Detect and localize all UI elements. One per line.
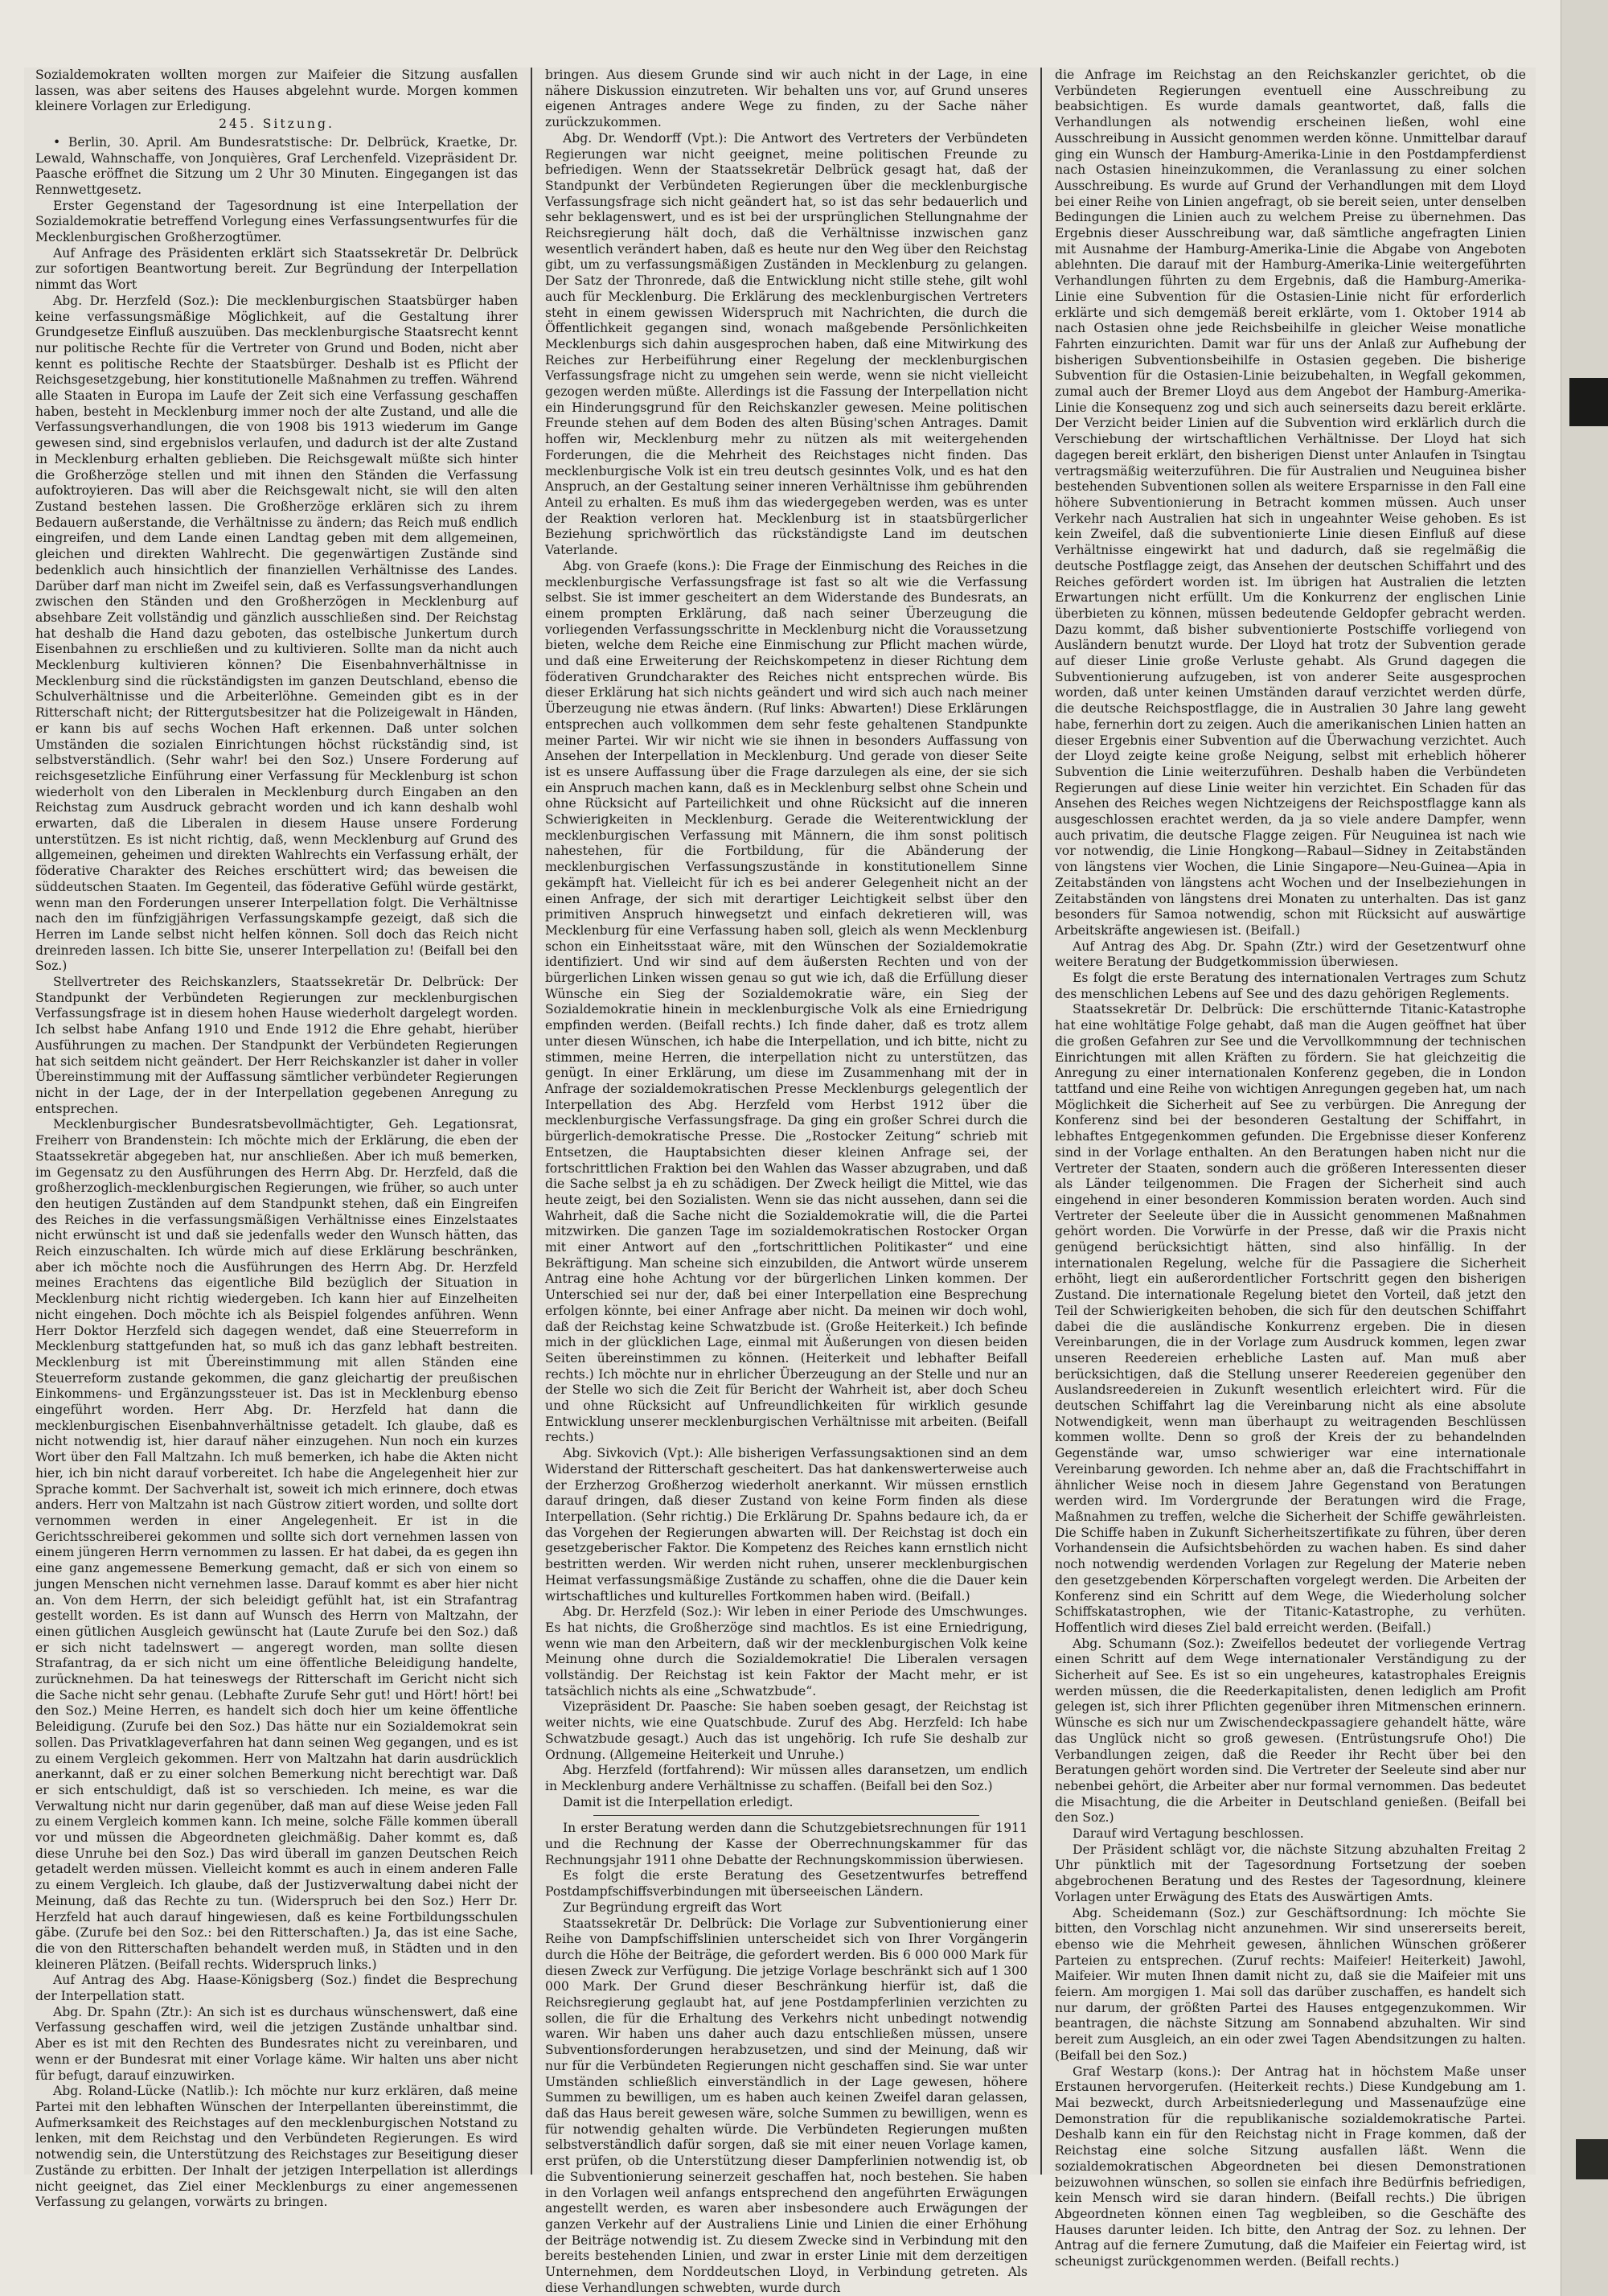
session-heading: 245. Sitzung. [219,117,334,132]
column-rule-2 [1040,68,1042,2175]
speech-scheidemann: Abg. Scheidemann (Soz.) zur Geschäftsordnung: Ich möchte Sie bitten, den Vorschlag nicht anzunehmen. Wir sind unsererseits bereit, ebenso wie die Mehrheit gewesen, ähnlichen Wünschen größerer Parteien zu entsprechen. (Zuruf rechts: Maifeier! Heiterkeit) Jawohl, Maifeier. Wir muten Ihnen damit nicht zu, daß sie die Maifeier mit uns feiern. Am morgigen 1. Mai soll das darüber zuschaffen, es handelt sich nur darum, der größten Partei des Hauses entgegenzukommen. Wir beantragen, die nächste Sitzung am Sonnabend abzuhalten. Wir sind bereit zum Ausgleich, an ein oder zwei Tagen Abendsitzungen zu halten. (Beifall bei den Soz.) [1055,1905,1526,2063]
speech-herzfeld-3: Abg. Herzfeld (fortfahrend): Wir müssen alles daransetzen, um endlich in Mecklenburg andere Verhältnisse zu schaffen. (Beifall bei den Soz.) [545,1763,1028,1793]
president-request: Auf Anfrage des Präsidenten erklärt sich Staatssekretär Dr. Delbrück zur sofortigen Beantwortung bereit. Zur Begründung der Interpellation nimmt das Wort [35,245,518,293]
speech-wendorff: Abg. Dr. Wendorff (Vpt.): Die Antwort des Vertreters der Verbündeten Regierungen war nicht geeignet, meine politischen Freunde zu befriedigen. Wenn der Staatssekretär Delbrück gesagt hat, daß der Standpunkt der Verbündeten Regierungen über die mecklenburgische Verfassungsfrage sich nicht geändert hat, so ist das sehr bedauerlich und sehr beklagenswert, und es ist bei der ursprünglichen Stellungnahme der Reichsregierung hält doch, daß die Verhältnisse inzwischen ganz wesentlich verändert haben, daß es heute nur den Weg über den Reichstag gibt, um zu verfassungsmäßigen Zuständen in Mecklenburg zu gelangen. Der Satz der Thronrede, daß die Entwicklung nicht stille stehe, gilt wohl auch für Mecklenburg. Die Erklärung des mecklenburgischen Vertreters steht in einem gewissen Widerspruch mit Nachrichten, die durch die Öffentlichkeit gegangen sind, wonach maßgebende Persönlichkeiten Mecklenburgs sich dahin ausgesprochen haben, daß eine Mitwirkung des Reiches zur Herbeiführung einer Regelung der mecklenburgischen Verfassungsfrage nicht zu umgehen sein werde, wenn sie nicht vielleicht gezogen werden müßte. Allerdings ist die Fassung der Interpellation nicht ein Hinderungsgrund für den Reichskanzler gewesen. Meine politischen Freunde stehen auf dem Boden des alten Büsing'schen Antrages. Damit hoffen wir, Mecklenburg mehr zu nützen als mit weitergehenden Forderungen, die die Mehrheit des Reichstages nicht finden. Das mecklenburgische Volk ist ein treu deutsch gesinntes Volk, und es hat den Anspruch, an der Gestaltung seiner inneren Verhältnisse ihm gebührenden Anteil zu erhalten. Es muß ihm das wiedergegeben werden, was es unter der Reaktion verloren hat. Mecklenburg ist in staatsbürgerlicher Beziehung sprichwörtlich das rückständigste Land im deutschen Vaterlande. [545,130,1028,558]
section-divider [593,1815,979,1816]
session-opening: • Berlin, 30. April. Am Bundesratstische: Dr. Delbrück, Kraetke, Dr. Lewald, Wahnschaffe, von Jonquières, Graf Lerchenfeld. Vizepräsident Dr. Paasche eröffnet die Sitzung um 2 Uhr 30 Minuten. Eingegangen ist das Rennwettgesetz. [35,134,518,197]
scan-binding-mark [1576,2139,1608,2179]
speech-delbrueck-postdampfer: Staatssekretär Dr. Delbrück: Die Vorlage zur Subventionierung einer Reihe von Dampfschiffslinien unterscheidet sich von Ihrer Vorgängerin durch die Höhe der Beiträge, die gefordert werden. Bis 6 000 000 Mark für diesen Zweck zur Verfügung. Die jetzige Vorlage beschränkt sich auf 1 300 000 Mark. Der Grund dieser Beschränkung hierfür ist, daß die Reichsregierung geglaubt hat, auf jene Postdampferlinien verzichten zu sollen, die für die Erhaltung des Verkehrs nicht unbedingt notwendig waren. Wir haben uns daher auch dazu entschließen müssen, unsere Subventionsforderungen herabzusetzen, und sind der Meinung, daß wir nur für die Verbündeten Regierungen nicht geschaffen sind. Sie war unter Umständen schließlich einverständlich in der Lage gewesen, höhere Summen zu bewilligen, um es haben auch keinen Zweifel daran gelassen, daß das Haus bereit gewesen wäre, solche Summen zu bewilligen, wenn es für notwendig gehalten würde. Die Verbündeten Regierungen mußten selbstverständlich dafür sorgen, daß sie mit einer neuen Vorlage kamen, erst prüfen, ob die Unterstützung dieser Dampferlinien notwendig ist, ob die Subventionierung seinerzeit geschaffen hat, noch bestehen. Sie haben in den Vorlagen weil anfangs entsprechend den angeführten Erwägungen angestellt werden, es waren aber insbesondere auch Erwägungen der ganzen Verkehr auf der Australiens Linie und Linien die einer Erhöhung der Beiträge notwendig ist. Zu diesem Zwecke sind in Verbindung mit den bereits bestehenden Linien, und zwar in erster Linie mit dem derzeitigen Unternehmen, dem Norddeutschen Lloyd, in Verbindung getreten. Als diese Verhandlungen schwebten, wurde durch [545,1916,1028,2295]
president-proposal: Der Präsident schlägt vor, die nächste Sitzung abzuhalten Freitag 2 Uhr pünktlich mit der Tagesordnung Fortsetzung der soeben abgebrochenen Beratung und des Restes der Tagesordnung, kleinere Vorlagen unter Erwägung des Etats des Auswärtigen Amts. [1055,1842,1526,1904]
interpellation-closed: Damit ist die Interpellation erledigt. [563,1794,794,1809]
first-reading-postdampfer: Es folgt die erste Beratung des Gesetzentwurfes betreffend Postdampfschiffsverbindungen mit überseeischen Ländern. [545,1868,1028,1900]
speech-westarp: Graf Westarp (kons.): Der Antrag hat in höchstem Maße unser Erstaunen hervorgerufen. (Heiterkeit rechts.) Diese Kundgebung am 1. Mai bezweckt, durch Arbeitsniederlegung und Massenaufzüge eine Demonstration für die republikanische sozialdemokratische Partei. Deshalb kann ein für den Reichstag nicht in Frage kommen, daß der Reichstag eine solche Sitzung ausfallen läßt. Wenn die sozialdemokratischen Abgeordneten bei diesen Demonstrationen beizuwohnen wünschen, so sollen sie einfach ihre Bedürfnis befriedigen, kein Mensch wird sie daran hindern. (Beifall rechts.) Die übrigen Abgeordneten können einen Tag wegbleiben, so die Geschäfte des Hauses darunter leiden. Ich bitte, den Antrag der Soz. zu lehnen. Der Antrag auf die fernere Zumutung, daß die Maifeier ein Feiertag wird, ist scheunigst zurückgenommen werden. (Beifall rechts.) [1055,2064,1526,2269]
speech-schumann: Abg. Schumann (Soz.): Zweifellos bedeutet der vorliegende Vertrag einen Schritt auf dem Wege internationaler Verständigung zu der Sicherheit auf See. Es ist so ein ungeheures, katastrophales Ereignis werden müssen, die die Reederkapitalisten, denen lediglich am Profit gelegen ist, sich ihrer Pflichten gegenüber ihren Mitmenschen erinnern. Wünsche es sich nur um Zwischendeckpassagiere gehandelt hätte, wäre das Unglück nicht so groß gewesen. (Entrüstungsrufe Oho!) Die Verbandlungen zeigen, daß die Reeder ihr Recht über bei den Beratungen gehört worden sind. Die Vertreter der Seeleute sind aber nur nebenbei gehört, die Arbeiter aber nur formal vernommen. Das bedeutet die Misachtung, die die Arbeiter in Deutschland genießen. (Beifall bei den Soz.) [1055,1636,1526,1826]
column-rule-1 [531,68,532,2175]
speech-herzfeld-2: Abg. Dr. Herzfeld (Soz.): Wir leben in einer Periode des Umschwunges. Es hat nichts, die Großherzöge sind machtlos. Es ist eine Erniedrigung, wenn wie man den Arbeitern, daß wir der mecklenburgischen Volk keine Meinung ohne durch die Sozialdemokratie! Die Liberalen versagen vollständig. Der Reichstag ist kein Faktor der Macht mehr, er ist tatsächlich nichts als eine „Schwatzbude“. [545,1604,1028,1698]
session-note: Sozialdemokraten wollten morgen zur Maifeier die Sitzung ausfallen lassen, was aber seitens des Hauses abgelehnt wurde. Morgen kommen kleinere Vorlagen zur Erledigung. [35,68,518,114]
speech-spahn: Abg. Dr. Spahn (Ztr.): An sich ist es durchaus wünschenswert, daß eine Verfassung geschaffen wird, weil die jetzigen Zustände unhaltbar sind. Aber es ist mit den Rechten des Bundesrates nicht zu vereinbaren, und wenn er der Bundesrat mit einer Vorlage käme. Wir halten uns aber nicht für befugt, darauf einzuwirken. [35,2004,518,2083]
speech-brandenstein: Mecklenburgischer Bundesratsbevollmächtigter, Geh. Legationsrat, Freiherr von Brandenstein: Ich möchte mich der Erklärung, die eben der Staatssekretär abgegeben hat, nur anschließen. Aber ich muß bemerken, im Gegensatz zu den Ausführungen des Herrn Abg. Dr. Herzfeld, daß die großherzoglich-mecklenburgischen Regierungen, wie früher, so auch unter den heutigen Zuständen auf dem Standpunkt stehen, daß ein Eingreifen des Reiches in die verfassungsmäßigen Verhältnisse eines Einzelstaates nicht erwünscht ist und daß sie jedenfalls weder den Wunsch hätten, das Reich einzuschalten. Ich würde mich auf diese Erklärung beschränken, aber ich möchte noch die Ausführungen des Herrn Abg. Dr. Herzfeld meines Erachtens das eigentliche Bild bezüglich der Situation in Mecklenburg nicht richtig wiedergeben. Ich kann hier auf Einzelheiten nicht eingehen. Doch möchte ich als Beispiel folgendes anführen. Wenn Herr Doktor Herzfeld sich dagegen wendet, daß eine Steuerreform in Mecklenburg stattgefunden hat, so muß ich das ganz lebhaft bestreiten. Mecklenburg ist mit Übereinstimmung mit allen Ständen eine Steuerreform zustande gekommen, die ganz gleichartig der preußischen Einkommens- und Ergänzungssteuer ist. Das ist in Mecklenburg ebenso eingeführt worden. Herr Abg. Dr. Herzfeld hat dann die mecklenburgischen Eisenbahnverhältnisse getadelt. Ich glaube, daß es nicht notwendig ist, hier darauf näher einzugehen. Nun noch ein kurzes Wort über den Fall Maltzahn. Ich muß bemerken, ich habe die Akten nicht hier, ich bin nicht darauf vorbereitet. Ich habe die Angelegenheit hier zur Sprache kommt. Der Sachverhalt ist, soweit ich mich erinnere, doch etwas anders. Herr von Maltzahn ist nach Güstrow zitiert worden, und sollte dort vernommen werden in einer Angelegenheit. Er ist in die Gerichtsschreiberei gekommen und sollte sich dort vernehmen lassen von einem jüngeren Herrn vernommen zu lassen. Er hat dabei, da es gegen ihn eine ganz angemessene Bemerkung gemacht, daß er sich von einem so jungen Menschen nicht vernehmen lasse. Darauf kommt es aber hier nicht an. Von dem Herrn, der sich beleidigt gefühlt hat, ist ein Strafantrag gestellt worden. Es ist dann auf Wunsch des Herrn von Maltzahn, der einen gütlichen Ausgleich gewünscht hat (Laute Zurufe bei den Soz.) daß er sich nicht tadelnswert — angeregt worden, man sollte diesen Strafantrag, da er sich nicht um eine öffentliche Beleidigung handelte, zurücknehmen. Da hat teineswegs der Ritterschaft im Gericht nicht sich die Sache nicht sehr genau. (Lebhafte Zurufe Sehr gut! und Hört! hört! bei den Soz.) Meine Herren, es handelt sich doch hier um keine öffentliche Beleidigung. (Zurufe bei den Soz.) Das hätte nur ein Sozialdemokrat sein sollen. Das Privatklageverfahren hat dann seinen Weg gegangen, und es ist zu einem Vergleich gekommen. Herr von Maltzahn hat darin ausdrücklich anerkannt, daß er zu einer solchen Bemerkung nicht berechtigt war. Daß er sich entschuldigt, daß ist so verschieden. Ich meine, es war die Verwaltung nicht nur darin gegenüber, daß man auf diese Weise jeden Fall zu einem Vergleich kommen kann. Ich meine, solche Fälle kommen überall vor und müssen die Abgeordneten gleichmäßig. Daher kommt es, daß diese Unruhe bei den Soz.) Das wird überall im ganzen Deutschen Reich getadelt werden müssen. Vielleicht kommt es auch in einem anderen Falle zu einem Vergleich. Ich glaube, daß der Justizverwaltung dabei nicht der Meinung, daß das Rechte zu tun. (Widerspruch bei den Soz.) Herr Dr. Herzfeld hat auch darauf hingewiesen, daß es keine Fortbildungsschulen gäbe. (Zurufe bei den Soz.: bei den Ritterschaften.) Ja, das ist eine Sache, die von den Ritterschaften behandelt werden muß, in Städten und in den kleineren Plätzen. (Beifall rechts. Widerspruch links.) [35,1117,518,1972]
column-middle [545,68,1028,2295]
adjournment: Darauf wird Vertagung beschlossen. [1073,1826,1304,1842]
speech-herzfeld: Abg. Dr. Herzfeld (Soz.): Die mecklenburgischen Staatsbürger haben keine verfassungsmäßige Möglichkeit, auf die Gestaltung ihrer Grundgesetze Einfluß auszuüben. Das mecklenburgische Staatsrecht kennt nur politische Rechte für die Vertreter von Grund und Boden, nicht aber kennt es politische Rechte der Staatsbürger. Deshalb ist es Pflicht der Reichsgesetzgebung, hier konstitutionelle Maßnahmen zu treffen. Während alle Staaten in Europa im Laufe der Zeit sich eine Verfassung geschaffen haben, besteht in Mecklenburg immer noch der alte Zustand, und alle die Verfassungsverhandlungen, die von 1908 bis 1913 wiederum im Gange gewesen sind, sind ergebnislos verlaufen, und dadurch ist der alte Zustand in Mecklenburg erhalten geblieben. Die Reichsgewalt müßte sich hinter die Großherzöge stellen und mit ihnen den Ständen die Verfassung aufoktroyieren. Das will aber die Reichsgewalt nicht, sie will den alten Zustand bestehen lassen. Die Großherzöge erklären sich zu ihrem Bedauern außerstande, die Verhältnisse zu ändern; das Reich muß endlich eingreifen, und dem Lande einen Landtag geben mit dem allgemeinen, gleichen und direkten Wahlrecht. Die gegenwärtigen Zustände sind bedenklich auch hinsichtlich der finanziellen Verhältnisse des Landes. Darüber darf man nicht im Zweifel sein, daß es Verfassungsverhandlungen zwischen den Ständen und den Großherzögen in Mecklenburg auf absehbare Zeit vollständig und gänzlich ausschließen sind. Der Reichstag hat deshalb die Hand dazu geboten, das ostelbische Junkertum durch Eisenbahnen zu erschließen und zu kultivieren. Sollte man da nicht auch Mecklenburg kultivieren können? Die Eisenbahnverhältnisse in Mecklenburg sind die rückständigsten im ganzen Deutschland, ebenso die Schulverhältnisse und die Arbeiterlöhne. Gemeinden gibt es in der Ritterschaft nicht; der Rittergutsbesitzer hat die Polizeigewalt in Händen, er kann bis auf sechs Wochen Haft erkennen. Daß unter solchen Umständen die sozialen Einrichtungen höchst rückständig sind, ist selbstverständlich. (Sehr wahr! bei den Soz.) Unsere Forderung auf reichsgesetzliche Einführung einer Verfassung für Mecklenburg ist schon wiederholt von den Liberalen in Mecklenburg durch Eingaben an den Reichstag zum Ausdruck gebracht worden und ich kann deshalb wohl erwarten, daß die Liberalen in diesem Hause unsere Forderung unterstützen. Es ist nicht richtig, daß, wenn Mecklenburg auf Grund des allgemeinen, geheimen und direkten Wahlrechts ein Verfassung erhält, der föderative Charakter des Reiches erschüttert wird; das beweisen die süddeutschen Staaten. Im Gegenteil, das föderative Gefühl würde gestärkt, wenn man den Forderungen unserer Interpellation folgt. Die Verhältnisse nach den im fünfzigjährigen Verfassungskampfe gezeigt, daß sich die Herren im Lande selbst nicht helfen können. Soll doch das Reich nicht dreinreden lassen. Ich bitte Sie, unserer Interpellation zu! (Beifall bei den Soz.) [35,293,518,974]
speech-paasche: Vizepräsident Dr. Paasche: Sie haben soeben gesagt, der Reichstag ist weiter nichts, wie eine Quatschbude. Zuruf des Abg. Herzfeld: Ich habe Schwatzbude gesagt.) Auch das ist ungehörig. Ich rufe Sie deshalb zur Ordnung. (Allgemeine Heiterkeit und Unruhe.) [545,1699,1028,1762]
column-right [1055,68,1526,2269]
first-reading-sea-safety: Es folgt die erste Beratung des internationalen Vertrages zum Schutz des menschlichen Lebens auf See und des dazu gehörigen Reglements. [1055,971,1526,1001]
continuation-text-right: die Anfrage im Reichstag an den Reichskanzler gerichtet, ob die Verbündeten Regierungen eventuell eine Ausschreibung zu beabsichtigen. Es wurde damals geantwortet, daß, falls die Verhandlungen als notwendig erscheinen ließen, wohl eine Ausschreibung in Aussicht genommen werden könne. Unmittelbar darauf ging ein Wunsch der Hamburg-Amerika-Linie in den Postdampferdienst nach Ostasien hineinzukommen, die Veranlassung zu einer solchen Ausschreibung. Es wurde auf Grund der Verhandlungen mit dem Lloyd bei einer Reihe von Linien angefragt, ob sie bereit seien, unter denselben Bedingungen die Linien auch zu welchem Preise zu übernehmen. Das Ergebnis dieser Ausschreibung war, daß sämtliche angefragten Linien mit Ausnahme der Hamburg-Amerika-Linie die Abgabe von Angeboten ablehnten. Die darauf mit der Hamburg-Amerika-Linie weitergeführten Verhandlungen führten zu dem Ergebnis, daß die Hamburg-Amerika-Linie eine Subvention für die Ostasien-Linie nicht für erforderlich erklärte und sich demgemäß bereit erklärte, vom 1. Oktober 1914 ab nach Ostasien ohne jede Reichsbeihilfe in gleicher Weise monatliche Fahrten einzurichten. Damit war für uns der Anlaß zur Aufhebung der bisherigen Subventionsbeihilfe in Ostasien gegeben. Die bisherige Subvention für die Ostasien-Linie beizubehalten, in Wegfall gekommen, zumal auch der Bremer Lloyd aus dem Angebot der Hamburg-Amerika-Linie die Konsequenz zog und sich auch seinerseits dazu bereit erklärte. Der Verzicht beider Linien auf die Subvention wird erklärlich durch die Verschiebung der wirtschaftlichen Verhältnisse. Der Lloyd hat sich dagegen bereit erklärt, den bisherigen Dienst unter Anlaufen in Tsingtau vertragsmäßig weiterzuführen. Die für Australien und Neuguinea bisher bestehenden Subventionen sollen als weitere Ersparnisse in den Fall eine höhere Subventionierung in Betracht kommen müssen. Auch unser Verkehr nach Australien hat sich in ungeahnter Weise gehoben. Es ist kein Zweifel, daß die subventionierte Linie diesen Einfluß auf diese Verhältnisse eingewirkt hat und dadurch, daß sie regelmäßig die deutsche Postflagge zeigt, das Ansehen der deutschen Schiffahrt und des Reiches gefördert worden ist. Im übrigen hat Australien die letzten Erwartungen nicht erfüllt. Um die Konkurrenz der englischen Linie überbieten zu können, müssen bedeutende Geldopfer gebracht werden. Dazu kommt, daß bisher subventionierte Postschiffe vorliegend von Ausländern benutzt wurde. Der Lloyd hat trotz der Subvention gerade auf dieser Linie große Verluste gehabt. Als Grund dagegen die Subventionierung aufzugeben, ist von anderer Seite ausgesprochen worden, daß unter keinen Umständen darauf verzichtet werden dürfe, die deutsche Reichspostflagge, die in Australien 30 Jahre lang geweht habe, fernerhin dort zu zeigen. Auch die amerikanischen Linien hatten an dieser Ergebnis einer Subvention auf die Überwachung verzichtet. Auch der Lloyd zeigte keine große Neigung, selbst mit erheblich höherer Subvention die Linie weiterzuführen. Deshalb haben die Verbündeten Regierungen auf diese Linie weiter hin verzichtet. Ein Schaden für das Ansehen des Reiches wegen Nichtzeigens der Reichspostflagge kann als ausgeschlossen erachtet werden, da ja so viele andere Dampfer, wenn auch privatim, die deutsche Flagge zeigen. Für Neuguinea ist nach wie vor notwendig, die Linie Hongkong—Rabaul—Sidney in Zeitabständen von längstens vier Wochen, die Linie Singapore—Neu-Guinea—Apia in Zeitabständen von längstens acht Wochen und der Inselbeziehungen in Zeitabständen von längstens drei Monaten zu unterhalten. Das ist ganz besonders für Samoa notwendig, schon mit Rücksicht auf auswärtige Arbeitskräfte angewiesen ist. (Beifall.) [1055,68,1526,938]
agenda-interpellation: Erster Gegenstand der Tagesordnung ist eine Interpellation der Sozialdemokratie betreffend Vorlegung eines Verfassungsentwurfes für die Mecklenburgischen Großherzogtümer. [35,198,518,245]
motion-haase: Auf Antrag des Abg. Haase-Königsberg (Soz.) findet die Besprechung der Interpellation statt. [35,1973,518,2004]
speech-delbrueck: Stellvertreter des Reichskanzlers, Staatssekretär Dr. Delbrück: Der Standpunkt der Verbündeten Regierungen zur mecklenburgischen Verfassungsfrage ist in diesem hohen Hause wiederholt dargelegt worden. Ich selbst habe Anfang 1910 und Ende 1912 die Ehre gehabt, hierüber Ausführungen zu machen. Der Standpunkt der Verbündeten Regierungen hat sich seitdem nicht geändert. Der Herr Reichskanzler ist daher in voller Übereinstimmung mit der Auffassung sämtlicher verbündeter Regierungen nicht in der Lage, der in der Interpellation gegebenen Anregung zu entsprechen. [35,975,518,1116]
speech-roland-luecke: Abg. Roland-Lücke (Natlib.): Ich möchte nur kurz erklären, daß meine Partei mit den lebhaften Wünschen der Interpellanten übereinstimmt, die Aufmerksamkeit des Reichstages auf den mecklenburgischen Notstand zu lenken, mit dem Reichstag und den Verbündeten Regierungen. Es wird notwendig sein, die Unterstützung des Reichstages zur Beseitigung dieser Zustände zu erbitten. Der Inhalt der jetzigen Interpellation ist allerdings nicht geeignet, das Ziel einer Mecklenburgs zu einer angemessenen Verfassung zu gelangen, vorwärts zu bringen. [35,2084,518,2210]
scan-binding-mark [1569,378,1608,426]
continuation-text: bringen. Aus diesem Grunde sind wir auch nicht in der Lage, in eine nähere Diskussion einzutreten. Wir behalten uns vor, auf Grund unseres eigenen Antrages andere Wege zu finden, zu der Sache näher zurückzukommen. [545,68,1028,130]
scan-page-edge [1561,0,1608,2296]
justification-intro: Zur Begründung ergreift das Wort [563,1900,782,1915]
column-left [35,68,518,2210]
speech-delbrueck-titanic: Staatssekretär Dr. Delbrück: Die erschütternde Titanic-Katastrophe hat eine wohltätige Folge gehabt, daß man die Augen geöffnet hat über die großen Gefahren zur See und die Vervollkommnung der technischen Einrichtungen mit allen Kräften zu fördern. Sie hat gleichzeitig die Anregung zu einer internationalen Konferenz gegeben, die in London tattfand und eine Reihe von wichtigen Anregungen gegeben hat, um nach Möglichkeit die Sicherheit auf See zu verbürgen. Die Anregung der Konferenz sind bei der besonderen Gestaltung der Schiffahrt, in lebhaftes Entgegenkommen gefunden. Die Ergebnisse dieser Konferenz sind in der Vorlage enthalten. An den Beratungen haben nicht nur die Vertreter der Staaten, sondern auch die größeren Interessenten dieser als Länder teilgenommen. Die Fragen der Sicherheit sind auch eingehend in einer besonderen Kommission beraten worden. Auch sind Vertreter der Seeleute über die in Aussicht genommenen Maßnahmen gehört worden. Die Vorwürfe in der Presse, daß wir die Praxis nicht genügend berücksichtigt hätten, sind also hinfällig. In der internationalen Regelung, welche für die Passagiere die Sicherheit erhöht, liegt ein außerordentlicher Fortschritt gegen den bisherigen Zustand. Die internationale Regelung bietet den Vorteil, daß jetzt den Teil der Schwierigkeiten behoben, die sich für den deutschen Schiffahrt dabei die die ausländische Konkurrenz ergeben. Die in diesen Vereinbarungen, die in der Vorlage zum Ausdruck kommen, legen zwar unseren Reedereien erhebliche Lasten auf. Man muß aber berücksichtigen, daß die Stellung unserer Reedereien gegenüber den Auslandsreedereien in Zukunft wesentlich erleichtert wird. Für die deutschen Schiffahrt lag die Vereinbarung nicht als eine absolute Notwendigkeit, wenn man überhaupt zu weitragenden Beschlüssen kommen wollte. Denn so groß der Kreis der zu behandelnden Gegenstände war, umso schwieriger war eine internationale Vereinbarung geworden. Ich nehme aber an, daß die Frachtschiffahrt in ähnlicher Weise noch in diesem Jahre Gegenstand von Beratungen werden wird. Im Vordergrunde der Beratungen wird die Frage, Maßnahmen zu treffen, welche die Sicherheit der Schiffe gewährleisten. Die Schiffe haben in Zukunft Sicherheitszertifikate zu führen, über deren Vorhandensein die Aufsichtsbehörden zu wachen haben. Es sind daher noch notwendig werdenden Vorlagen zur Regelung der Materie neben den gesetzgebenden Körperschaften vorgelegt werden. Die Arbeiten der Konferenz sind ein Schritt auf dem Wege, die Wiederholung solcher Schiffskatastrophen, wie der Titanic-Katastrophe, zu verhüten. Hoffentlich wird dieses Ziel bald erreicht werden. (Beifall.) [1055,1002,1526,1635]
first-reading-accounts: In erster Beratung werden dann die Schutzgebietsrechnungen für 1911 und die Rechnung der Kasse der Oberrechnungskammer für das Rechnungsjahr 1911 ohne Debatte der Rechnungskommission überwiesen. [545,1821,1028,1867]
speech-graefe: Abg. von Graefe (kons.): Die Frage der Einmischung des Reiches in die mecklenburgische Verfassungsfrage ist fast so alt wie die Verfassung selbst. Sie ist immer gescheitert an dem Widerstande des Bundesrats, an einem prompten Erklärung, daß nach seiner Überzeugung die vorliegenden Verfassungsschritte in Mecklenburg nicht die Voraussetzung bieten, welche dem Reiche eine Einmischung zur Pflicht machen würde, und daß eine Erweiterung der Reichskompetenz in dieser Richtung dem föderativen Grundcharakter des Reiches nicht entsprechen würde. Bis dieser Erklärung hat sich nichts geändert und wird sich auch nach meiner Überzeugung nie etwas ändern. (Ruf links: Abwarten!) Diese Erklärungen entsprechen auch vollkommen dem sehr feste gehaltenen Standpunkte meiner Partei. Wir wir nicht wie sie ihnen in besonders Auffassung von Ansehen der Interpellation in Mecklenburg. Und gerade von dieser Seite ist es unsere Auffassung über die Frage darzulegen als eine, der sie sich ein Anspruch machen kann, daß es in Mecklenburg selbst ohne Schein und ohne Rücksicht auf Parteilichkeit und ohne Rücksicht auf die inneren Schwierigkeiten in Mecklenburg. Gerade die Weiterentwicklung der mecklenburgischen Verfassung mit Männern, die ihm sonst politisch nahestehen, für die Fortbildung, für die Abänderung der mecklenburgischen Verfassungszustände in konstitutionellem Sinne gekämpft hat. Vielleicht für ich es bei anderer Gelegenheit nicht an der einen Anfrage, der sich mit derartiger Leichtigkeit selbst über den primitiven Anspruch hinwegsetzt und einfach dekretieren will, was Mecklenburg für eine Verfassung haben soll, gleich als wenn Mecklenburg schon ein Einheitsstaat wäre, mit den Wünschen der Sozialdemokratie identifiziert. Und wir sind auf dem äußersten Rechten und von der bürgerlichen Linken wissen genau so gut wie ich, daß die Erfüllung dieser Wünsche ein Sieg der Sozialdemokratie wäre, ein Sieg der Sozialdemokratie hinein in mecklenburgische Volk als eine Erniedrigung empfinden werden. (Beifall rechts.) Ich finde daher, daß es trotz allem unter diesen Wünschen, ich habe die Interpellation, und ich bitte, nicht zu stimmen, meine Herren, die interpellation nicht zu unterstützen, das genügt. In einer Erklärung, um diese im Zusammenhang mit der in Anfrage der sozialdemokratischen Presse Mecklenburgs gelegentlich der Interpellation des Abg. Herzfeld vom Herbst 1912 über die mecklenburgische Verfassungsfrage. Da ging ein großer Schrei durch die bürgerlich-demokratische Presse. Die „Rostocker Zeitung“ schrieb mit Entsetzen, die Hauptabsichten dieser kleinen Anfrage sei, der fortschrittlichen Fraktion bei den Wahlen das Wasser abzugraben, und daß die Sache selbst ja eh zu schädigen. Der Zweck heiligt die Mittel, wie das heute zeigt, bei den Sozialisten. Wenn sie das nicht aussehen, dann sei die Wahrheit, daß die Sache nicht die Sozialdemokratie will, die die Partei mitzwirken. Die ganzen Tage im sozialdemokratischen Rostocker Organ mit einer Antwort auf den „fortschrittlichen Politikaster“ und eine Bekräftigung. Man scheine sich einzubilden, die Antwort würde unserem Antrag eine hohe Achtung vor der bürgerlichen Linken kommen. Der Unterschied sei nur der, daß bei einer Interpellation eine Besprechung erfolgen könnte, bei einer Anfrage aber nicht. Da meinen wir doch wohl, daß der Reichstag keine Schwatzbude ist. (Große Heiterkeit.) Ich befinde mich in der glücklichen Lage, einmal mit Äußerungen von diesen beiden Seiten übereinstimmen zu können. (Heiterkeit und lebhafter Beifall rechts.) Ich möchte nur in ehrlicher Überzeugung an der Stelle und nur an der Stelle wo sich die Zeit für Bericht der Wahrheit ist, aber doch Scheu und ohne Rücksicht auf Unfreundlichkeiten für wirklich gesunde Entwicklung unserer mecklenburgischen Verhältnisse mit arbeiten. (Beifall rechts.) [545,558,1028,1445]
speech-sivkovich: Abg. Sivkovich (Vpt.): Alle bisherigen Verfassungsaktionen sind an dem Widerstand der Ritterschaft gescheitert. Das hat dankenswerterweise auch der Erzherzog Großherzog wiederholt anerkannt. Wir müssen ernstlich darauf dringen, daß dieser Zustand von keine Form finden als diese Interpellation. (Sehr richtig.) Die Erklärung Dr. Spahns bedaure ich, da er das Vorgehen der Regierungen abwarten will. Der Reichstag ist doch ein gesetzgeberischer Faktor. Die Kompetenz des Reiches kann ernstlich nicht bestritten werden. Wir werden nicht ruhen, unserer mecklenburgischen Heimat verfassungsmäßige Zustände zu schaffen, ohne die die Dauer kein wirtschaftliches und kulturelles Fortkommen haben wird. (Beifall.) [545,1446,1028,1604]
newspaper-page [24,68,1536,2295]
motion-spahn: Auf Antrag des Abg. Dr. Spahn (Ztr.) wird der Gesetzentwurf ohne weitere Beratung der Budgetkommission überwiesen. [1055,939,1526,970]
